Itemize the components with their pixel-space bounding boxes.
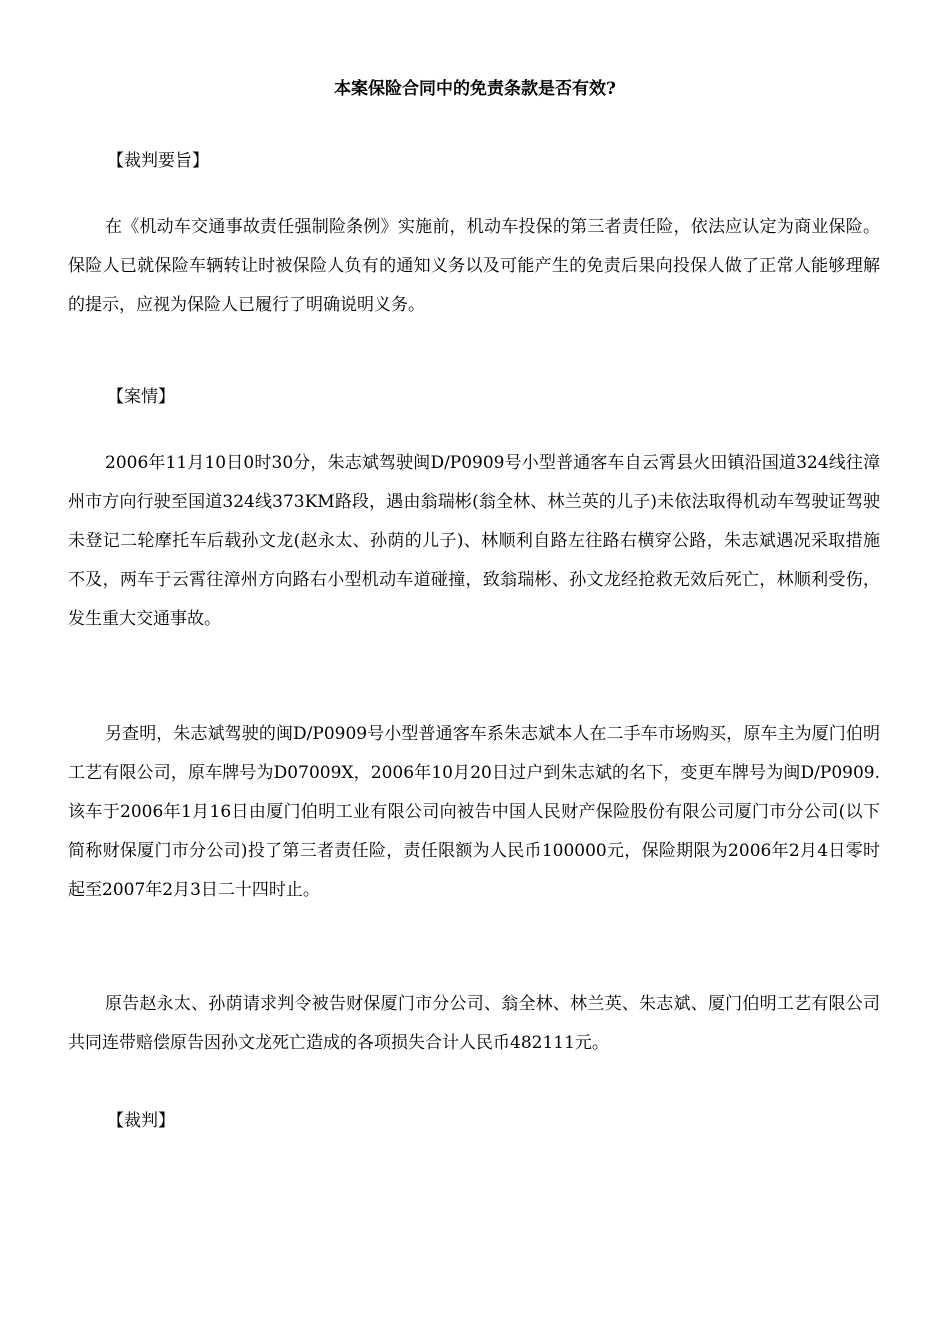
section-heading-judgment-summary: 【裁判要旨】 [107,151,209,171]
case-facts-paragraph-3: 原告赵永太、孙荫请求判令被告财保厦门市分公司、翁全林、林兰英、朱志斌、厦门伯明工艺有限公司共同连带赔偿原告因孙文龙死亡造成的各项损失合计人民币482111元。 [68,994,880,1053]
judgment-summary-paragraph: 在《机动车交通事故责任强制险条例》实施前，机动车投保的第三者责任险，依法应认定为商业保险。保险人已就保险车辆转让时被保险人负有的通知义务以及可能产生的免责后果向投保人做了正常人能够理解的提示，应视为保险人已履行了明确说明义务。 [68,217,880,315]
section-heading-case-facts: 【案情】 [107,387,175,407]
case-facts-paragraph-2: 另查明，朱志斌驾驶的闽D/P0909号小型普通客车系朱志斌本人在二手车市场购买，原车主为厦门伯明工艺有限公司，原车牌号为D07009X，2006年10月20日过户到朱志斌的名下，变更车牌号为闽D/P0909.该车于2006年1月16日由厦门伯明工业有限公司向被告中国人民财产保险股份有限公司厦门市分公司(以下简称财保厦门市分公司)投了第三者责任险，责任限额为人民币100000元，保险期限为2006年2月4日零时起至2007年2月3日二十四时止。 [68,724,880,900]
case-facts-paragraph-1: 2006年11月10日0时30分，朱志斌驾驶闽D/P0909号小型普通客车自云霄县火田镇沿国道324线往漳州市方向行驶至国道324线373KM路段，遇由翁瑞彬(翁全林、林兰英的儿子)未依法取得机动车驾驶证驾驶未登记二轮摩托车后载孙文龙(赵永太、孙荫的儿子)、林顺利自路左往路右横穿公路，朱志斌遇况采取措施不及，两车于云霄往漳州方向路右小型机动车道碰撞，致翁瑞彬、孙文龙经抢救无效后死亡，林顺利受伤，发生重大交通事故。 [68,453,880,629]
section-heading-judgment: 【裁判】 [107,1111,175,1131]
document-title: 本案保险合同中的免责条款是否有效? [334,79,616,99]
